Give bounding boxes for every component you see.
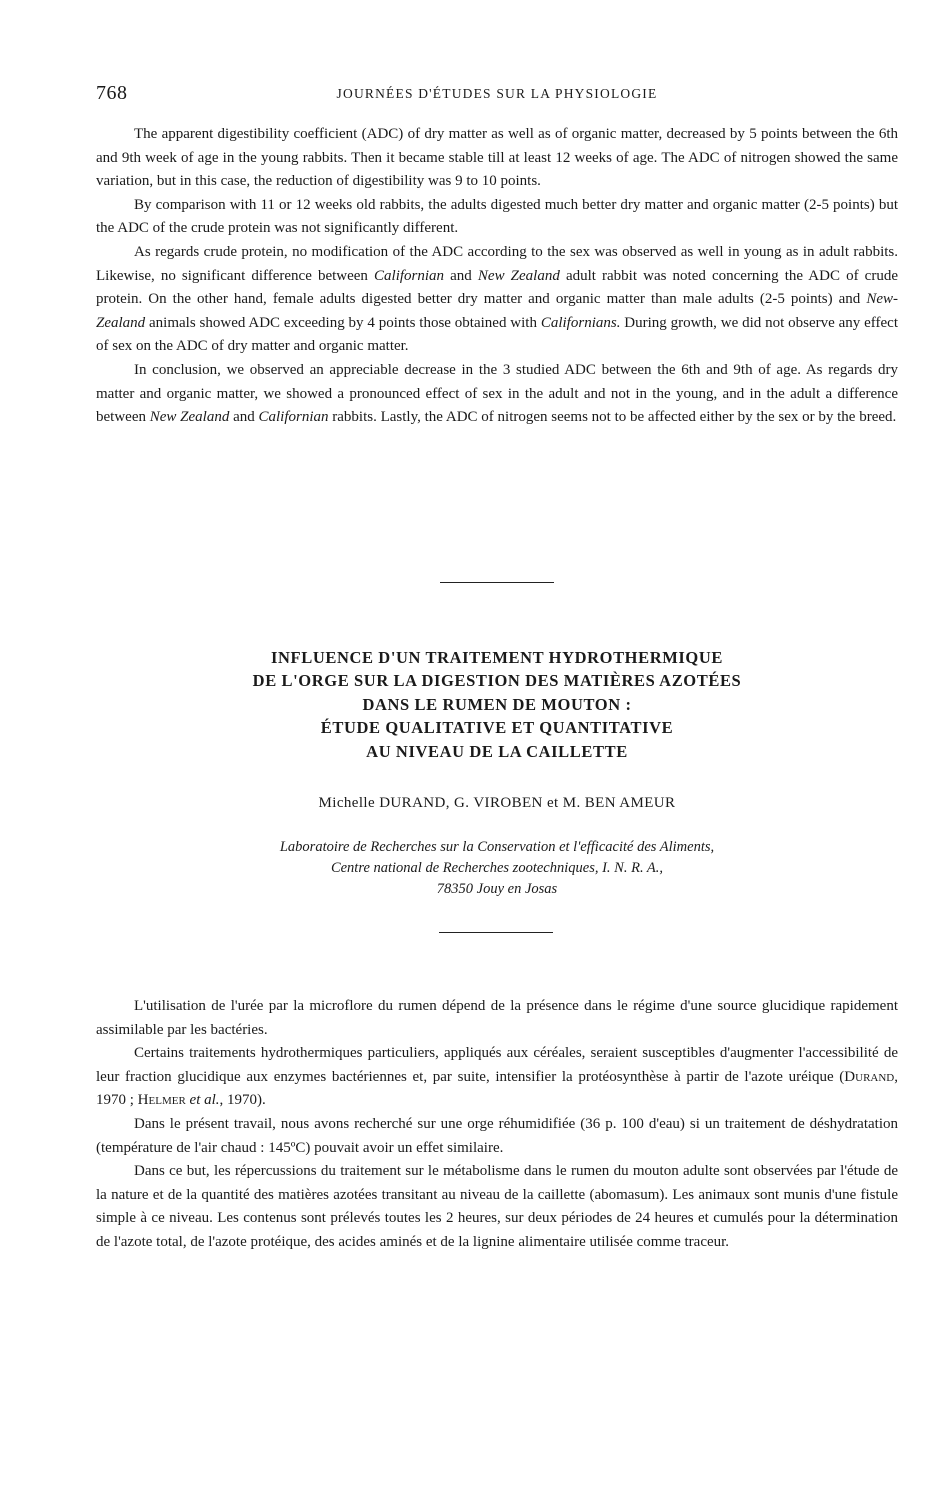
paragraph <box>96 1042 898 1113</box>
title-line: INFLUENCE D'UN TRAITEMENT HYDROTHERMIQUE <box>271 648 723 667</box>
author-citation: Durand <box>844 1068 895 1085</box>
title-line: ÉTUDE QUALITATIVE ET QUANTITATIVE <box>320 718 674 738</box>
text-run: The apparent digestibility coefficient (ADC) of dry matter as well as of organic matter, decreased by 5 points between the 6th and 9th week of age in the young rabbits. Then it became stable till at least 12 weeks of age. The ADC of nitrogen showed the same variation, but in this case, the reduction of digestibility was 9 to 10 points. <box>96 126 898 190</box>
paragraph <box>96 194 898 241</box>
article-body <box>96 995 898 1255</box>
affiliation-line: 78350 Jouy en Josas <box>436 881 558 897</box>
italic-text: New Zealand <box>477 267 560 284</box>
paragraph <box>96 1113 898 1160</box>
italic-text: Californians. <box>540 314 621 331</box>
title-line: AU NIVEAU DE LA CAILLETTE <box>366 741 628 761</box>
italic-text: New Zealand <box>149 409 230 426</box>
text-run: and <box>444 267 478 284</box>
text-run: Dans le présent travail, nous avons recherché sur une orge réhumidifiée (36 p. 100 d'eau) si un traitement de déshydratation (température de l'air chaud : 145ºC) pouvait avoir un effet similaire. <box>96 1115 898 1156</box>
paragraph <box>96 123 898 194</box>
affiliation-line: Laboratoire de Recherches sur la Conservation et l'efficacité des Aliments, <box>279 839 715 855</box>
text-run: animals showed ADC exceeding by 4 points those obtained with <box>145 314 541 331</box>
paragraph <box>96 241 898 359</box>
italic-text: New-Zealand <box>96 291 898 331</box>
page-header <box>96 82 898 110</box>
text-run: During growth, we did not observe any effect of sex on the ADC of dry matter and organic matter. <box>96 314 899 355</box>
italic-text: Californian <box>258 409 329 426</box>
text-run: In conclusion, we observed an appreciable decrease in the 3 studied ADC between the 6th and 9th of age. As regards dry matter and organic matter, we showed a pronounced effect of sex in the adult and not in the young, and in the adult a difference between <box>96 361 898 426</box>
section-divider <box>440 582 554 583</box>
text-run: Dans ce but, les répercussions du traitement sur le métabolisme dans le rumen du mouton adulte sont observées par l'étude de la nature et de la quantité des matières azotées transitant au niveau de la caillette (abomasum). Les animaux sont munis d'une fistule simple à ce niveau. Les contenus sont prélevés toutes les 2 heures, sur deux périodes de 24 heures et cumulés pour la détermination de l'azote total, de l'azote protéique, des acides aminés et de la lignine alimentaire utilisée comme traceur. <box>96 1163 898 1250</box>
text-run: rabbits. Lastly, the ADC of nitrogen seems not to be affected either by the sex or by the breed. <box>328 409 897 426</box>
affiliation-line: Centre national de Recherches zootechniques, I. N. R. A., <box>330 860 664 876</box>
text-run: By comparison with 11 or 12 weeks old rabbits, the adults digested much better dry matter and organic matter (2-5 points) but the ADC of the crude protein was not significantly different. <box>96 196 898 237</box>
affiliation <box>96 837 898 900</box>
text-run: adult rabbit was noted concerning the ADC of crude protein. On the other hand, female adults digested better dry matter and organic matter than male adults (2-5 points) and <box>96 267 898 308</box>
paragraph <box>96 995 898 1042</box>
previous-article-body <box>96 123 898 430</box>
italic-text: et al. <box>189 1092 220 1109</box>
text-run: , 1970 ; <box>96 1068 898 1109</box>
text-run: and <box>229 409 259 426</box>
running-head: JOURNÉES D'ÉTUDES SUR LA PHYSIOLOGIE <box>336 86 658 101</box>
article-title <box>96 646 898 763</box>
title-line: DANS LE RUMEN DE MOUTON : <box>362 694 632 714</box>
italic-text: Californian <box>374 267 445 284</box>
paragraph <box>96 1160 898 1254</box>
section-divider <box>439 932 553 933</box>
text-run: As regards crude protein, no modification of the ADC according to the sex was observed as well in young as in adult rabbits. Likewise, no significant difference between <box>96 243 898 284</box>
title-line: DE L'ORGE SUR LA DIGESTION DES MATIÈRES AZOTÉES <box>252 671 742 691</box>
author-citation: Helmer <box>137 1092 186 1109</box>
authors: Michelle DURAND, G. VIROBEN et M. BEN AMEUR <box>318 795 676 811</box>
text-run: Certains traitements hydrothermiques particuliers, appliqués aux céréales, seraient susceptibles d'augmenter l'accessibilité de leur fraction glucidique aux enzymes bactériennes et, par suite, intensifier la protéosynthèse à partir de l'azote uréique ( <box>96 1045 898 1085</box>
text-run: L'utilisation de l'urée par la microflore du rumen dépend de la présence dans le régime d'une source glucidique rapidement assimilable par les bactéries. <box>96 998 898 1038</box>
page-number: 768 <box>96 82 128 104</box>
paragraph <box>96 359 898 430</box>
text-run: , 1970). <box>219 1092 266 1109</box>
